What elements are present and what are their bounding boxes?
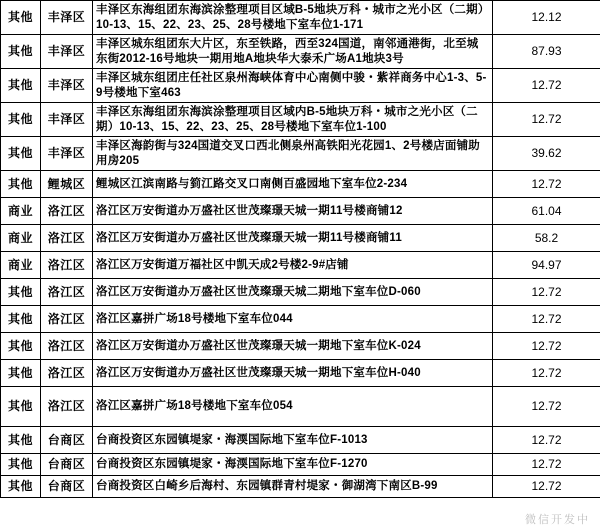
cell-description: 丰泽区城东组团庄任社区泉州海峡体育中心南侧中骏・紫祥商务中心1-3、5-9号楼地下室463 bbox=[93, 69, 493, 103]
table-row bbox=[1, 171, 600, 198]
cell-district: 洛江区 bbox=[41, 279, 93, 306]
cell-value: 12.72 bbox=[493, 333, 600, 360]
cell-value: 12.72 bbox=[493, 69, 600, 103]
cell-value: 58.2 bbox=[493, 225, 600, 252]
cell-description: 洛江区嘉拼广场18号楼地下室车位054 bbox=[93, 387, 493, 427]
cell-district: 洛江区 bbox=[41, 306, 93, 333]
cell-type: 其他 bbox=[1, 171, 41, 198]
cell-value: 12.72 bbox=[493, 427, 600, 454]
cell-type: 其他 bbox=[1, 306, 41, 333]
cell-description: 洛江区嘉拼广场18号楼地下室车位044 bbox=[93, 306, 493, 333]
table-row bbox=[1, 198, 600, 225]
cell-type: 其他 bbox=[1, 69, 41, 103]
cell-value: 61.04 bbox=[493, 198, 600, 225]
cell-value: 12.72 bbox=[493, 171, 600, 198]
table-body bbox=[1, 1, 600, 498]
cell-district: 洛江区 bbox=[41, 360, 93, 387]
cell-value: 12.72 bbox=[493, 279, 600, 306]
table-row bbox=[1, 476, 600, 498]
cell-description: 洛江区万安街道办万盛社区世茂璨璟天城一期地下室车位H-040 bbox=[93, 360, 493, 387]
table-row bbox=[1, 1, 600, 35]
cell-type: 其他 bbox=[1, 103, 41, 137]
cell-type: 其他 bbox=[1, 137, 41, 171]
cell-value: 12.72 bbox=[493, 387, 600, 427]
table-row bbox=[1, 427, 600, 454]
table-row bbox=[1, 333, 600, 360]
cell-value: 12.72 bbox=[493, 476, 600, 498]
cell-district: 洛江区 bbox=[41, 387, 93, 427]
cell-type: 其他 bbox=[1, 360, 41, 387]
table-row bbox=[1, 35, 600, 69]
cell-value: 12.72 bbox=[493, 306, 600, 333]
cell-description: 台商投资区东园镇堤家・海渜国际地下室车位F-1270 bbox=[93, 454, 493, 476]
cell-description: 丰泽区城东组团东大片区，东至铁路，西至324国道，南邻通港街，北至城东街2012-16号地块一期用地A地块华大泰禾广场A1地块3号 bbox=[93, 35, 493, 69]
cell-type: 其他 bbox=[1, 333, 41, 360]
cell-district: 洛江区 bbox=[41, 333, 93, 360]
table-row bbox=[1, 225, 600, 252]
cell-value: 12.72 bbox=[493, 103, 600, 137]
cell-value: 12.12 bbox=[493, 1, 600, 35]
cell-value: 39.62 bbox=[493, 137, 600, 171]
cell-value: 94.97 bbox=[493, 252, 600, 279]
watermark-text: 微信开发中 bbox=[525, 514, 590, 526]
cell-type: 其他 bbox=[1, 427, 41, 454]
cell-district: 丰泽区 bbox=[41, 137, 93, 171]
table-row bbox=[1, 103, 600, 137]
table-row bbox=[1, 306, 600, 333]
cell-type: 其他 bbox=[1, 454, 41, 476]
cell-description: 鲤城区江滨南路与箌江路交叉口南侧百盛园地下室车位2-234 bbox=[93, 171, 493, 198]
cell-description: 洛江区万安街道办万盛社区世茂璨璟天城一期11号楼商铺12 bbox=[93, 198, 493, 225]
cell-district: 洛江区 bbox=[41, 252, 93, 279]
table-row bbox=[1, 360, 600, 387]
cell-district: 丰泽区 bbox=[41, 1, 93, 35]
cell-district: 台商区 bbox=[41, 454, 93, 476]
table-row bbox=[1, 279, 600, 306]
cell-type: 商业 bbox=[1, 225, 41, 252]
cell-value: 87.93 bbox=[493, 35, 600, 69]
cell-type: 其他 bbox=[1, 279, 41, 306]
cell-description: 台商投资区东园镇堤家・海渜国际地下室车位F-1013 bbox=[93, 427, 493, 454]
cell-description: 洛江区万安街道办万盛社区世茂璨璟天城一期地下室车位K-024 bbox=[93, 333, 493, 360]
table-row bbox=[1, 454, 600, 476]
cell-description: 洛江区万安街道万福社区中凯天成2号楼2-9#店铺 bbox=[93, 252, 493, 279]
table-row bbox=[1, 387, 600, 427]
cell-type: 其他 bbox=[1, 387, 41, 427]
cell-type: 其他 bbox=[1, 1, 41, 35]
cell-district: 洛江区 bbox=[41, 225, 93, 252]
cell-district: 鲤城区 bbox=[41, 171, 93, 198]
cell-district: 丰泽区 bbox=[41, 103, 93, 137]
cell-district: 洛江区 bbox=[41, 198, 93, 225]
cell-type: 商业 bbox=[1, 252, 41, 279]
cell-district: 台商区 bbox=[41, 427, 93, 454]
table-row bbox=[1, 69, 600, 103]
cell-description: 台商投资区白崎乡后海村、东园镇群青村堤家・御湖湾下南区B-99 bbox=[93, 476, 493, 498]
cell-value: 12.72 bbox=[493, 360, 600, 387]
cell-description: 丰泽区东海组团东海滨涂整理项目区域B-5地块万科・城市之光小区（二期）10-13、15、22、23、25、28号楼地下室车位1-171 bbox=[93, 1, 493, 35]
cell-description: 洛江区万安街道办万盛社区世茂璨璟天城一期11号楼商铺11 bbox=[93, 225, 493, 252]
cell-description: 洛江区万安街道办万盛社区世茂璨璟天城二期地下室车位D-060 bbox=[93, 279, 493, 306]
cell-district: 丰泽区 bbox=[41, 35, 93, 69]
cell-value: 12.72 bbox=[493, 454, 600, 476]
table-row bbox=[1, 252, 600, 279]
cell-description: 丰泽区海韵街与324国道交叉口西北侧泉州高铁阳光花园1、2号楼店面铺助用房205 bbox=[93, 137, 493, 171]
cell-district: 台商区 bbox=[41, 476, 93, 498]
cell-district: 丰泽区 bbox=[41, 69, 93, 103]
cell-type: 其他 bbox=[1, 35, 41, 69]
table-row bbox=[1, 137, 600, 171]
cell-description: 丰泽区东海组团东海滨涂整理项目区域内B-5地块万科・城市之光小区（二期）10-13、15、22、23、25、28号楼地下室车位1-100 bbox=[93, 103, 493, 137]
cell-type: 其他 bbox=[1, 476, 41, 498]
cell-type: 商业 bbox=[1, 198, 41, 225]
